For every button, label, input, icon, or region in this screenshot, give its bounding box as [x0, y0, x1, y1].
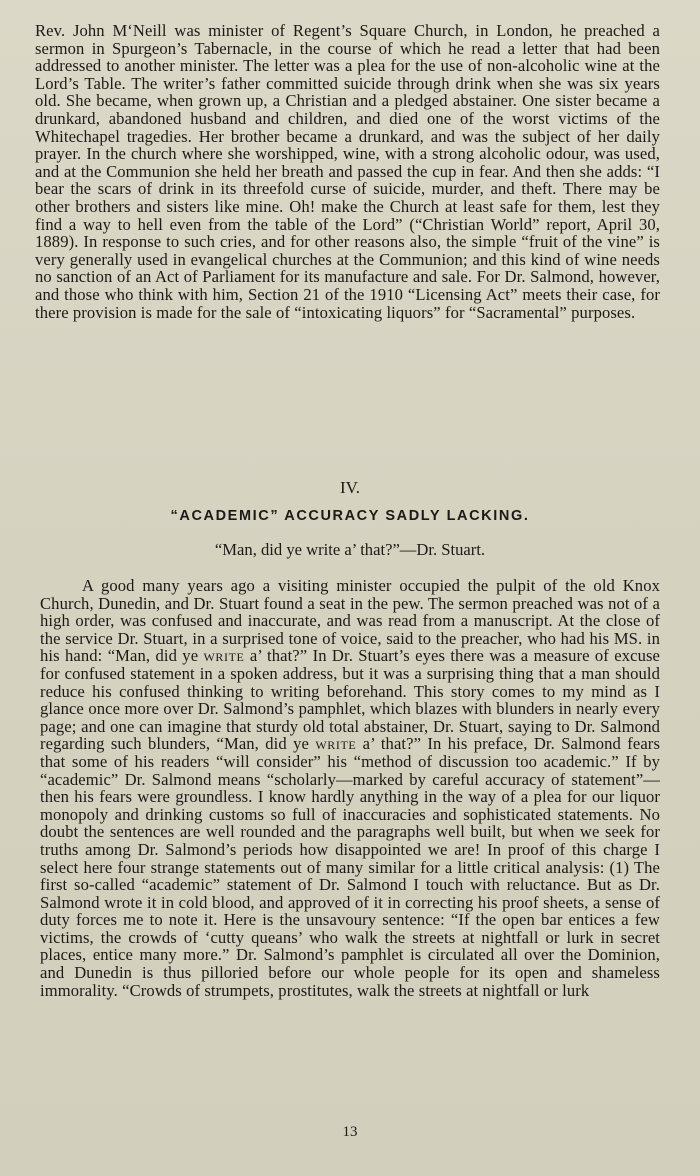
epigraph: “Man, did ye write a’ that?”—Dr. Stuart.: [214, 540, 486, 559]
emphasis-write: write: [203, 646, 245, 666]
paragraph-body: [40, 577, 660, 999]
paragraph-text: a’ that?” In Dr. Stuart’s eyes there was a measure of excuse for confused statement in a spoken address, but it was a surprising thing that a man should reduce his confused thinking to writing beforehand. This story comes to my mind as I glance once more over Dr. Salmond’s pamphlet, which blazes with blunders in nearly every page; and one can imagine that sturdy old total abstainer, Dr. Stuart, saying to Dr. Salmond regarding such blunders, “Man, did ye: [40, 646, 660, 754]
paragraph-text: A good many years ago a visiting minister occupied the pulpit of the old Knox Church, Dunedin, and Dr. Stuart found a seat in the pew. The sermon preached was not of a high order, was confused and inaccurate, and was read from a manuscript. At the close of the service Dr. Stuart, in a surprised tone of voice, said to the preacher, who had his MS. in his hand: “Man, did ye: [40, 576, 660, 666]
paragraph-continued: Rev. John M‘Neill was minister of Regent’s Square Church, in London, he preached a sermon in Spurgeon’s Tabernacle, in the course of which he read a letter that had been addressed to another minister. The letter was a plea for the use of non-alcoholic wine at the Lord’s Table. The writer’s father committed suicide through drink when she was six years old. She became, when grown up, a Christian and a pledged abstainer. One sister became a drunkard, abandoned husband and children, and died one of the worst victims of the Whitechapel tragedies. Her brother became a drunkard, and was the subject of her daily prayer. In the church where she worshipped, wine, with a strong alcoholic odour, was used, and at the Communion she held her breath and passed the cup in fear. And then she adds: “I bear the scars of drink in its threefold curse of suicide, murder, and theft. There may be other brothers and sisters like mine. Oh! make the Church at least safe for them, lest they find a way to hell even from the table of the Lord” (“Christian World” report, April 30, 1889). In response to such cries, and for other reasons also, the simple “fruit of the vine” is very generally used in evangelical churches at the Communion; and this kind of wine needs no sanction of an Act of Parliament for its manufacture and sale. For Dr. Salmond, however, and those who think with him, Section 21 of the 1910 “Licensing Act” meets their case, for there provision is made for the sale of “intoxicating liquors” for “Sacramental” purposes.: [35, 21, 660, 322]
page-number: 13: [342, 1124, 358, 1140]
section-body: [40, 577, 660, 999]
section-number: IV.: [340, 478, 360, 497]
paragraph-text: a’ that?” In his preface, Dr. Salmond fears that some of his readers “will consider” his “method of discussion too academic.” If by “academic” Dr. Salmond means “scholarly—marked by careful accuracy of statement”—then his fears were groundless. I know hardly anything in the way of a plea for our liquor monopoly and drinking customs so full of inaccuracies and sophisticated statements. No doubt the sentences are well rounded and the paragraphs well built, but when we seek for truths among Dr. Salmond’s periods how disappointed we are! In proof of this charge I select here four strange statements out of many similar for a little critical analysis: (1) The first so-called “academic” statement of Dr. Salmond I touch with reluctance. But as Dr. Salmond wrote it in cold blood, and approved of it in correcting his proof sheets, a sense of duty forces me to note it. Here is the unsavoury sentence: “If the open bar entices a few victims, the crowds of ‘cutty queans’ who walk the streets at nightfall or lurk in secret places, entice many more.” Dr. Salmond’s pamphlet is circulated all over the Dominion, and Dunedin is thus pilloried before our whole people for its open and shameless immorality. “Crowds of strumpets, prostitutes, walk the streets at nightfall or lurk: [40, 734, 660, 1000]
emphasis-write: write: [315, 734, 357, 754]
section-heading: “ACADEMIC” ACCURACY SADLY LACKING.: [170, 508, 530, 524]
